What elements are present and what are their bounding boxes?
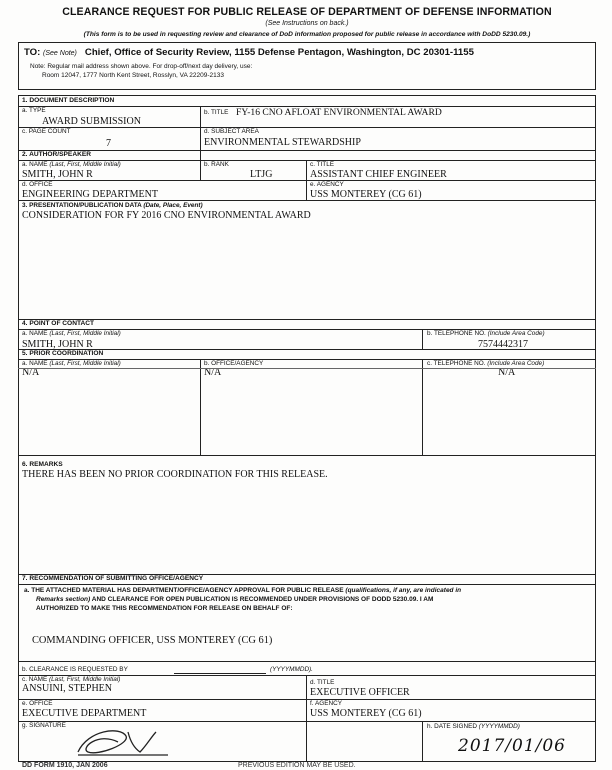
doc-title-label: b. TITLE (204, 109, 229, 116)
remarks-value: THERE HAS BEEN NO PRIOR COORDINATION FOR THIS RELEASE. (22, 469, 328, 480)
subject-area-label: d. SUBJECT AREA (204, 128, 259, 135)
coord-name-label: a. NAME (Last, First, Middle Initial) (22, 360, 121, 367)
to-label-note: (See Note) (43, 50, 77, 57)
approver-agency-label: f. AGENCY (310, 700, 342, 707)
coord-office-label: b. OFFICE/AGENCY (204, 360, 264, 367)
section-6-heading: 6. REMARKS (22, 461, 63, 468)
approver-name-value: ANSUINI, STEPHEN (22, 683, 112, 694)
author-name-label: a. NAME (Last, First, Middle Initial) (22, 161, 121, 168)
section-1-heading: 1. DOCUMENT DESCRIPTION (22, 97, 115, 104)
author-agency-value: USS MONTEREY (CG 61) (310, 189, 422, 200)
form-number: DD FORM 1910, JAN 2006 (22, 762, 108, 769)
to-label: TO: (24, 47, 41, 58)
author-name-value: SMITH, JOHN R (22, 169, 93, 180)
recommendation-paragraph: a. THE ATTACHED MATERIAL HAS DEPARTMENT/OFFICE/AGENCY APPROVAL FOR PUBLIC RELEASE (qualifications, if any, are indicated in Remarks section) AND CLEARANCE FOR OPEN PUBLICATION IS RECOMMENDED UNDER PROVISIONS OF DODD 5230.09. I AM AUTHORIZED TO MAKE THIS RECOMMENDATION FOR RELEASE ON BEHALF OF: (24, 587, 462, 612)
coord-name-value: N/A (22, 367, 40, 378)
requested-by-blank (174, 673, 266, 674)
author-title-label: c. TITLE (310, 161, 335, 168)
approver-office-label: e. OFFICE (22, 700, 53, 707)
presentation-data-value: CONSIDERATION FOR FY 2016 CNO ENVIRONMENTAL AWARD (22, 210, 311, 221)
form-title: CLEARANCE REQUEST FOR PUBLIC RELEASE OF DEPARTMENT OF DEFENSE INFORMATION (62, 6, 552, 18)
to-address-line (24, 47, 474, 58)
date-signed-label: h. DATE SIGNED (YYYYMMDD) (427, 723, 520, 730)
form-usage-note: (This form is to be used in requesting review and clearance of DoD information proposed for public release in accordance with DoDD 5230.09.) (83, 31, 531, 38)
coord-phone-value: N/A (498, 367, 516, 378)
poc-phone-value: 7574442317 (478, 339, 528, 350)
author-title-value: ASSISTANT CHIEF ENGINEER (310, 169, 447, 180)
approver-name-label: c. NAME (Last, First, Middle Initial) (22, 676, 121, 683)
form-subtitle: (See Instructions on back.) (265, 20, 349, 27)
to-note-line-1: Note: Regular mail address shown above. For drop-off/next day delivery, use: (30, 63, 253, 70)
author-rank-label: b. RANK (204, 161, 229, 168)
signature-scribble (58, 722, 198, 762)
section-7-heading: 7. RECOMMENDATION OF SUBMITTING OFFICE/AGENCY (22, 575, 204, 582)
page-count-label: c. PAGE COUNT (22, 128, 71, 135)
coord-office-value: N/A (204, 367, 222, 378)
author-agency-label: e. AGENCY (310, 181, 344, 188)
edition-note: PREVIOUS EDITION MAY BE USED. (238, 762, 356, 769)
approver-agency-value: USS MONTEREY (CG 61) (310, 708, 422, 719)
section-5-heading: 5. PRIOR COORDINATION (22, 350, 104, 357)
subject-area-value: ENVIRONMENTAL STEWARDSHIP (204, 137, 361, 148)
signature-label: g. SIGNATURE (22, 722, 66, 729)
approver-title-label: d. TITLE (310, 679, 335, 686)
approver-office-value: EXECUTIVE DEPARTMENT (22, 708, 147, 719)
section-3-heading: 3. PRESENTATION/PUBLICATION DATA (Date, Place, Event) (22, 202, 203, 209)
requested-by-format: (YYYYMMDD). (270, 666, 313, 673)
poc-name-label: a. NAME (Last, First, Middle Initial) (22, 330, 121, 337)
to-note-line-2: Room 12047, 1777 North Kent Street, Rosslyn, VA 22209-2133 (42, 72, 224, 79)
author-rank-value: LTJG (250, 169, 273, 180)
doc-title-value: FY-16 CNO AFLOAT ENVIRONMENTAL AWARD (236, 107, 442, 118)
form-frame (18, 4, 596, 762)
section-2-heading: 2. AUTHOR/SPEAKER (22, 151, 91, 158)
approver-title-value: EXECUTIVE OFFICER (310, 687, 410, 698)
page-count-value: 7 (106, 138, 111, 149)
behalf-of-value: COMMANDING OFFICER, USS MONTEREY (CG 61) (32, 635, 273, 646)
section-4-heading: 4. POINT OF CONTACT (22, 320, 95, 327)
type-value: AWARD SUBMISSION (42, 116, 141, 127)
author-office-value: ENGINEERING DEPARTMENT (22, 189, 158, 200)
author-office-label: d. OFFICE (22, 181, 53, 188)
coord-phone-label: c. TELEPHONE NO. (Include Area Code) (427, 360, 545, 367)
poc-phone-label: b. TELEPHONE NO. (Include Area Code) (427, 330, 545, 337)
date-signed-value: 2017/01/06 (458, 736, 566, 756)
to-address: Chief, Office of Security Review, 1155 Defense Pentagon, Washington, DC 20301-1155 (84, 47, 474, 58)
type-label: a. TYPE (22, 107, 46, 114)
poc-name-value: SMITH, JOHN R (22, 339, 93, 350)
requested-by-label: b. CLEARANCE IS REQUESTED BY (22, 666, 128, 673)
